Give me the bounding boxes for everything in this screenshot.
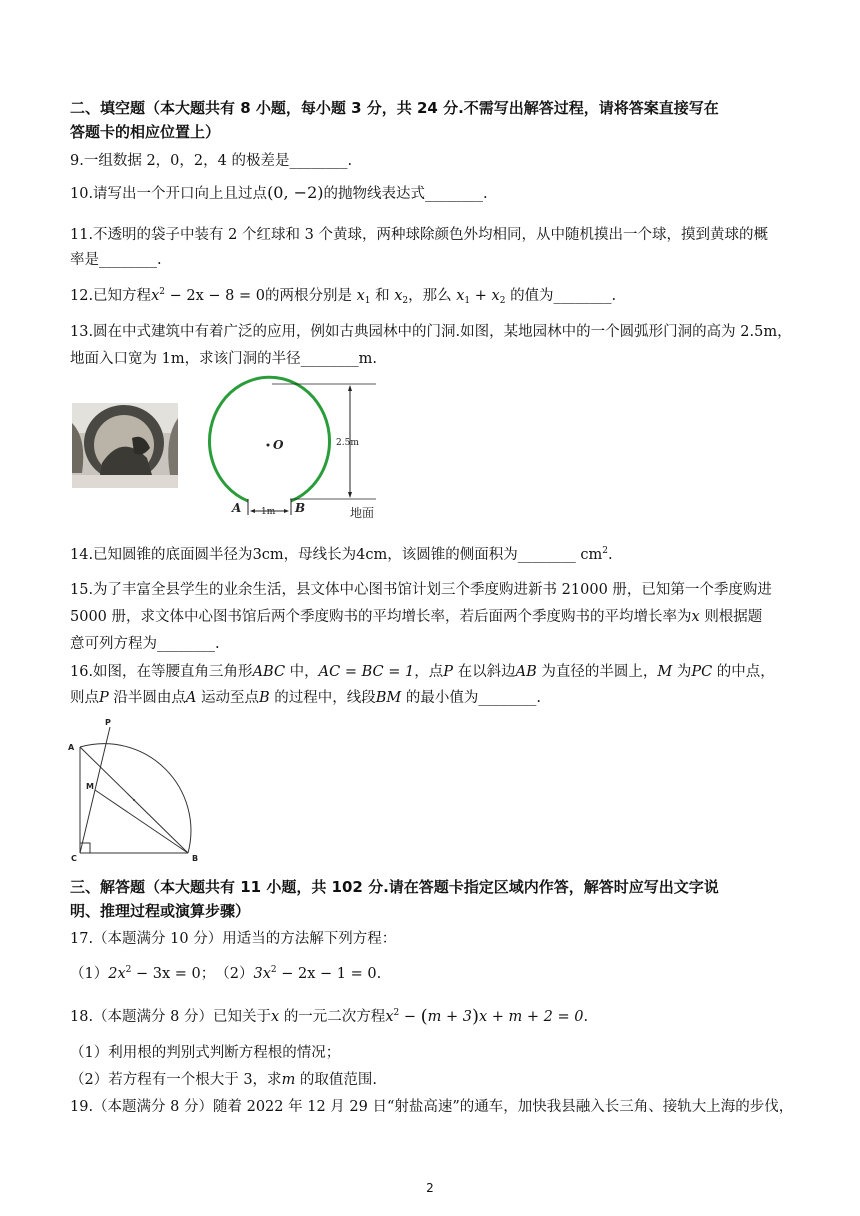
- question-18-line1: 18.（本题满分 8 分）已知关于x 的一元二次方程$x^2 - (m + 3)x + m + 2 = 0$.: [70, 1006, 589, 1027]
- triangle-semicircle-figure: [68, 715, 218, 863]
- q16-text-g: 的中点，: [716, 664, 775, 680]
- question-11-line2: 率是________.: [70, 252, 162, 268]
- q14-unit: cm: [580, 547, 603, 563]
- q18-eq-rest: x + m + 2 = 0: [479, 1009, 584, 1025]
- label-p: P: [105, 718, 111, 727]
- q12-then: ，那么: [408, 288, 452, 304]
- q15-line2b: 则根据题: [704, 609, 763, 625]
- question-13-line2: 地面入口宽为 1m，求该门洞的半径________m.: [70, 351, 377, 367]
- q12-eq-rest: − 2x − 8 = 0: [164, 288, 265, 304]
- q14-slant: 4cm: [356, 547, 388, 563]
- segment-bm: [95, 790, 188, 853]
- question-15-line3: 意可列方程为________.: [70, 636, 220, 652]
- q16-text-a: 16.如图，在等腰直角三角形: [70, 664, 253, 680]
- q16-p2: P: [99, 690, 109, 706]
- arc-doorway: [210, 377, 330, 501]
- label-c: C: [71, 854, 77, 863]
- label-a: A: [68, 743, 75, 752]
- q12-sum-x1: x: [456, 288, 465, 304]
- q17-part2: ； （2）: [200, 966, 254, 982]
- q17-eq1-a: 2x: [108, 966, 126, 982]
- q16-condition: AC = BC = 1: [318, 664, 415, 680]
- point-a-label: A: [232, 501, 242, 515]
- q12-plus: +: [470, 288, 492, 304]
- width-label: 1m: [261, 507, 276, 517]
- q12-x1: x: [356, 288, 365, 304]
- arrow-down: [348, 492, 352, 498]
- midpoint-ab: [133, 799, 135, 801]
- q12-mid: 的两根分别是: [264, 288, 352, 304]
- ground-label: 地面: [350, 506, 375, 520]
- q18-sub2-b: 的取值范围.: [299, 1072, 378, 1088]
- q12-prefix: 12.已知方程: [70, 288, 152, 304]
- height-label: 2.5m: [336, 438, 359, 448]
- q12-eq-x: x: [151, 288, 160, 304]
- q14-prefix: 14.已知圆锥的底面圆半径为: [70, 547, 253, 563]
- q18-end: .: [583, 1009, 589, 1025]
- section-2-title-line2: 答题卡的相应位置上）: [70, 123, 221, 141]
- q18-eq-minus: −: [399, 1009, 421, 1025]
- q16-text-d: 在以斜边: [457, 664, 516, 680]
- q16-m: M: [657, 664, 673, 680]
- question-19-line1: 19.（本题满分 8 分）随着 2022 年 12 月 29 日“射盐高速”的通车，加快我县融入长三角、接轨大上海的步伐，: [70, 1099, 794, 1115]
- arrow-up: [348, 385, 352, 391]
- q10-point: (0, −2): [267, 183, 324, 202]
- q12-sum-x2: x: [491, 288, 500, 304]
- section-2-title-line1: 二、填空题（本大题共有 8 小题，每小题 3 分，共 24 分.不需写出解答过程，请将答案直接写在: [70, 99, 719, 117]
- q17-end: .: [376, 966, 382, 982]
- q16-text-e: 为直径的半圆上，: [541, 664, 658, 680]
- garden-doorway-photo: [72, 403, 178, 488]
- q18-eq-x: x: [385, 1009, 394, 1025]
- q16-bm: BM: [375, 690, 402, 706]
- q10-suffix: 的抛物线表达式________.: [323, 186, 488, 202]
- q16-b: B: [258, 690, 270, 706]
- q18-sub2-a: （2）若方程有一个根大于 3，求: [70, 1072, 282, 1088]
- q14-end: .: [608, 547, 613, 563]
- q18-text-b: 的一元二次方程: [283, 1009, 386, 1025]
- label-b: B: [192, 854, 199, 863]
- arrow-left: [250, 509, 255, 513]
- q16-abc: ABC: [252, 664, 286, 680]
- question-9: 9.一组数据 2，0，2，4 的极差是________.: [70, 153, 353, 169]
- q18-x: x: [271, 1009, 280, 1025]
- question-14: 14.已知圆锥的底面圆半径为3cm，母线长为4cm，该圆锥的侧面积为________ $cm^2$.: [70, 546, 613, 563]
- section-3-title-line1: 三、解答题（本大题共有 11 小题，共 102 分.请在答题卡指定区域内作答，解答时应写出文字说: [70, 878, 719, 896]
- q16-ab: AB: [515, 664, 537, 680]
- q14-mid: ，母线长为: [283, 547, 357, 563]
- q17-part1: （1）: [70, 966, 109, 982]
- center-dot: [267, 444, 270, 447]
- q16-text-i: 沿半圆由点: [113, 690, 186, 706]
- arrow-right: [284, 509, 289, 513]
- q12-suffix: 的值为________.: [510, 288, 617, 304]
- question-16-line1: [70, 662, 800, 682]
- q16-p: P: [443, 664, 453, 680]
- page-number: 2: [426, 1181, 434, 1195]
- q16-text-j: 运动至点: [200, 690, 259, 706]
- doorway-circle-figure: [200, 375, 390, 525]
- question-17-line1: 17.（本题满分 10 分）用适当的方法解下列方程：: [70, 931, 397, 947]
- question-17-equations: $(1)2x^2 - 3x = 0$； $(2)3x^2 - 2x - 1 = 0$.: [70, 965, 382, 982]
- q17-eq1-b: − 3x = 0: [131, 966, 201, 982]
- label-m: M: [86, 782, 94, 791]
- q17-eq2-a: 3x: [253, 966, 271, 982]
- center-label: O: [273, 438, 284, 452]
- q16-text-f: 为: [676, 664, 692, 680]
- q16-text-k: 的过程中，线段: [274, 690, 376, 706]
- question-11-line1: 11.不透明的袋子中装有 2 个红球和 3 个黄球，两种球除颜色外均相同，从中随机摸出一个球，摸到黄球的概: [70, 227, 768, 243]
- question-15-line1: 15.为了丰富全县学生的业余生活，县文体中心图书馆计划三个季度购进新书 21000 册，已知第一个季度购进: [70, 582, 772, 598]
- q15-line2a: 5000 册，求文体中心图书馆后两个季度购书的平均增长率，若后面两个季度购书的平均增长率为: [70, 609, 692, 625]
- q16-pc: PC: [691, 664, 713, 680]
- q14-radius: 3cm: [252, 547, 284, 563]
- semicircle: [80, 744, 191, 853]
- q18-m: m: [281, 1072, 296, 1088]
- q12-and: 和: [375, 288, 390, 304]
- question-16-line2: [70, 688, 800, 708]
- question-10: [70, 183, 800, 204]
- q16-text-l: 的最小值为________.: [405, 690, 541, 706]
- section-3-title-line2: 明、推理过程或演算步骤）: [70, 902, 251, 920]
- question-12: 12.已知方程$x^2 - 2x - 8 = 0$的两根分别是 $x_1$ 和 $x_2$，那么 $x_1 + x_2$ 的值为________.: [70, 287, 617, 306]
- question-18-sub2: [70, 1070, 800, 1090]
- q16-text-b: 中，: [289, 664, 319, 680]
- point-b-label: B: [295, 501, 306, 515]
- q15-var: x: [691, 609, 700, 625]
- q12-x2: x: [394, 288, 403, 304]
- q18-text-a: 18.（本题满分 8 分）已知关于: [70, 1009, 272, 1025]
- q18-eq-paren: m + 3: [427, 1009, 472, 1025]
- q16-a: A: [185, 690, 197, 706]
- question-18-sub1: （1）利用根的判别式判断方程根的情况；: [70, 1045, 341, 1061]
- question-13-line1: 13.圆在中式建筑中有着广泛的应用，例如古典园林中的门洞.如图，某地园林中的一个圆弧形门洞的高为 2.5m，: [70, 324, 792, 340]
- q16-text-h: 则点: [70, 690, 99, 706]
- q10-prefix: 10.请写出一个开口向上且过点: [70, 186, 268, 202]
- q16-text-c: ，点: [414, 664, 444, 680]
- question-15-line2: [70, 607, 800, 627]
- q17-eq2-b: − 2x − 1 = 0: [276, 966, 377, 982]
- q14-suffix: ，该圆锥的侧面积为________: [387, 547, 576, 563]
